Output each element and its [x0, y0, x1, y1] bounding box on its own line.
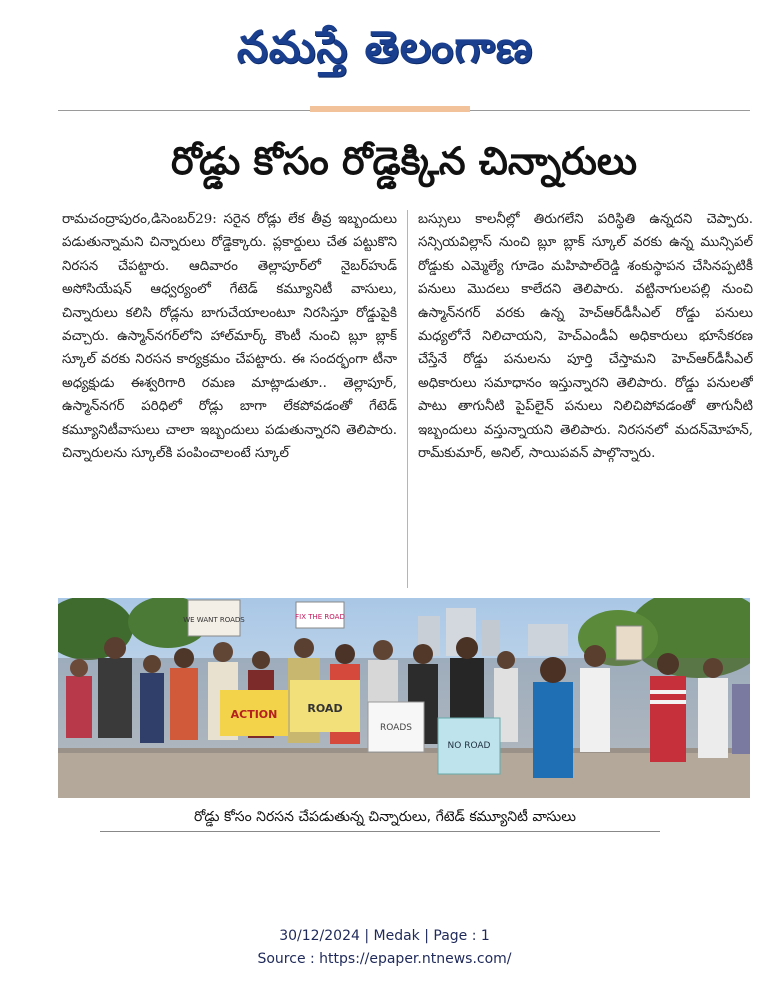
- caption-rule: [100, 831, 660, 832]
- headline: [58, 120, 750, 202]
- placard-5: ROADS: [380, 723, 412, 733]
- article-column-right: బస్సులు కాలనీల్లో తిరుగలేని పరిస్థితి ఉన్నదని చెప్పారు. సన్సియవిల్లాస్ నుంచి బ్లూ బ్లాక్ స్కూల్ వరకు ఉన్న మున్సిపల్ రోడ్డుకు ఎమ్మెల్యే గూడెం మహిపాల్‌రెడ్డి శంకుస్థాపన చేసినప్పటికీ పనులు మొదలు కాలేదని తెలిపారు. వట్టినాగులపల్లి నుంచి ఉస్మాన్‌నగర్ వరకు ఉన్న హెచ్‌ఆర్‌డీసీఎల్ రోడ్డు పనులు మధ్యలోనే నిలిచాయని, హెచ్‌ఎండీఏ అధికారులు భూసేకరణ చేస్తేనే రోడ్డు పనులను పూర్తి చేస్తామని హెచ్‌ఆర్‌డీసీఎల్ అధికారులు సమాధానం ఇస్తున్నారని తెలిపారు. రోడ్డు పనులతో పాటు తాగునీటి పైప్‌లైన్ పనులు నిలిచిపోవడంతో తాగునీటి ఇబ్బందులు వస్తున్నాయని తెలిపారు. నిరసనలో మదన్‌మోహన్, రామ్‌కుమార్, అనిల్, సాయిపవన్ పాల్గొన్నారు.: [418, 212, 753, 462]
- masthead-title: నమస్తే తెలంగాణ: [236, 22, 534, 73]
- footer-source: Source : https://epaper.ntnews.com/: [257, 951, 512, 967]
- headline-text: రోడ్డు కోసం రోడ్డెక్కిన చిన్నారులు: [170, 139, 638, 183]
- footer-date-edition: 30/12/2024 | Medak | Page : 1: [279, 928, 490, 944]
- placard-6: NO ROAD: [447, 741, 491, 751]
- protest-photo: [58, 598, 750, 798]
- article-column-left: రామచంద్రాపురం,డిసెంబర్29: సరైన రోడ్లు లేక తీవ్ర ఇబ్బందులు పడుతున్నామని చిన్నారులు రోడ్డెక్కారు. ప్లకార్డులు చేత పట్టుకొని నిరసన చేపట్టారు. ఆదివారం తెల్లాపూర్‌లో నైబర్‌హుడ్ అసోసియేషన్ ఆధ్వర్యంలో గేటెడ్ కమ్యూనిటీ వాసులు, చిన్నారులు కలిసి రోడ్లను బాగుచేయాలంటూ నిరసిస్తూ రోడ్డుపైకి వచ్చారు. ఉస్మాన్‌నగర్‌లోని హాల్‌మార్క్ కౌంటీ నుంచి బ్లూ బ్లాక్ స్కూల్ వరకు నిరసన కార్యక్రమం చేపట్టారు. ఈ సందర్భంగా టీనా అధ్యక్షుడు ఈశ్వరిగారి రమణ మాట్లాడుతూ.. తెల్లాపూర్, ఉస్మాన్‌నగర్ పరిధిలో రోడ్లు బాగా లేకపోవడంతో గేటెడ్ కమ్యూనిటీవాసులు చాలా ఇబ్బందులు పడుతున్నారని తెలిపారు. చిన్నారులను స్కూల్‌కి పంపించాలంటే స్కూల్: [62, 212, 397, 462]
- placard-4: ROAD: [307, 702, 343, 715]
- masthead: [150, 8, 620, 88]
- placard-1: WE WANT ROADS: [183, 616, 245, 624]
- photo-caption: రోడ్డు కోసం నిరసన చేపడుతున్న చిన్నారులు, గేటెడ్ కమ్యూనిటీ వాసులు: [193, 809, 577, 825]
- header-accent-rule: [310, 106, 470, 112]
- placard-2: FIX THE ROAD: [295, 613, 345, 621]
- placard-3: ACTION: [230, 708, 278, 721]
- column-divider: [407, 210, 408, 588]
